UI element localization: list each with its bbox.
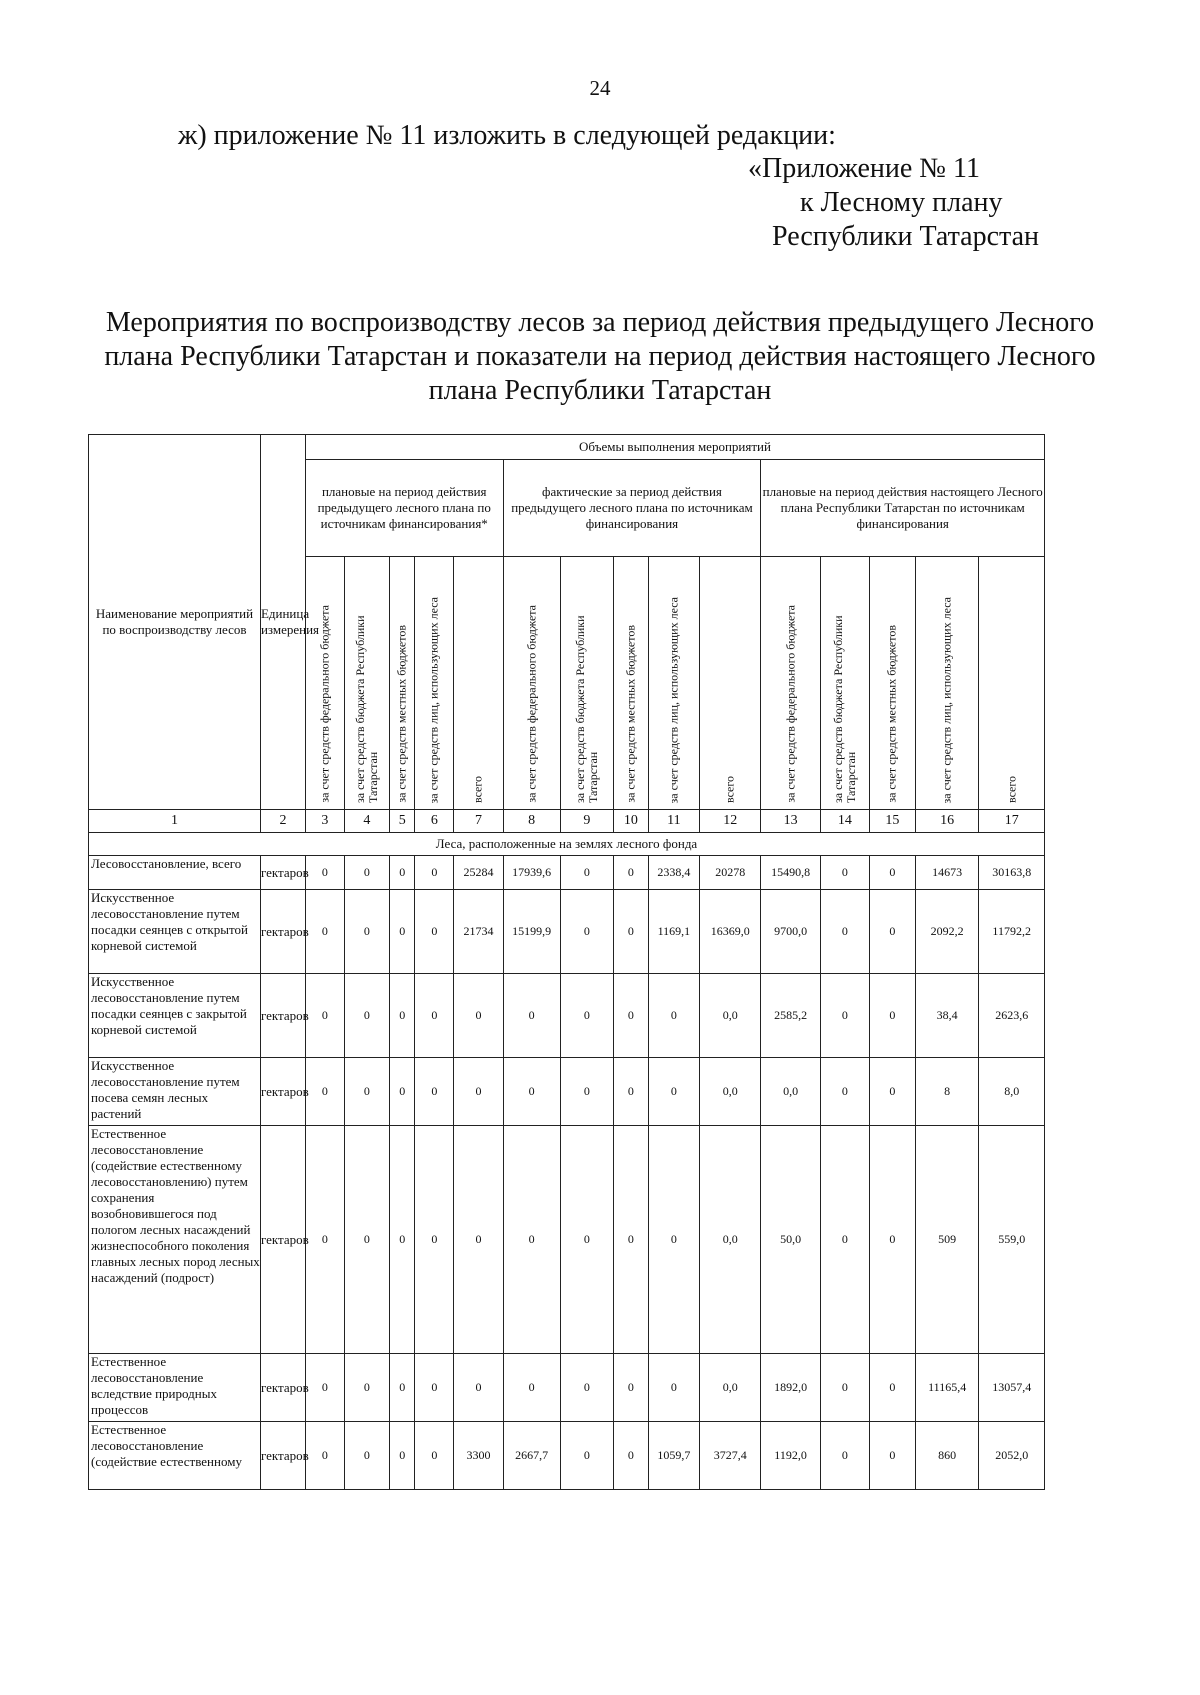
value-cell: 0: [415, 1354, 454, 1422]
value-cell: 21734: [454, 890, 503, 974]
value-cell: 2052,0: [979, 1422, 1045, 1490]
table-row: [89, 1354, 1045, 1422]
value-cell: 0,0: [700, 1058, 761, 1126]
header-volumes: Объемы выполнения мероприятий: [305, 435, 1044, 460]
value-cell: 559,0: [979, 1126, 1045, 1354]
value-cell: 0: [614, 856, 649, 890]
table-row: [89, 856, 1045, 890]
column-number: 8: [503, 810, 560, 833]
value-cell: 15199,9: [503, 890, 560, 974]
column-number: 3: [305, 810, 344, 833]
unit-of-measure: гектаров: [260, 1126, 305, 1354]
sub-header-total: всего: [470, 775, 485, 803]
value-cell: 0: [560, 1126, 613, 1354]
value-cell: 1059,7: [648, 1422, 699, 1490]
value-cell: 0: [648, 1058, 699, 1126]
column-number: 17: [979, 810, 1045, 833]
header-group-planned-current: плановые на период действия настоящего Лесного плана Республики Татарстан по источникам финансирования: [761, 460, 1045, 557]
unit-of-measure: гектаров: [260, 1354, 305, 1422]
value-cell: 0: [560, 1354, 613, 1422]
header-unit: Единица измерения: [260, 435, 305, 810]
activity-name: Искусственное лесовосстановление путем посадки сеянцев с открытой корневой системой: [89, 890, 261, 974]
value-cell: 50,0: [761, 1126, 820, 1354]
value-cell: 0: [415, 890, 454, 974]
value-cell: 0: [344, 890, 389, 974]
value-cell: 0: [454, 1058, 503, 1126]
value-cell: 0: [389, 890, 415, 974]
value-cell: 0: [560, 1058, 613, 1126]
value-cell: 2092,2: [915, 890, 978, 974]
value-cell: 0: [305, 856, 344, 890]
activity-name: Лесовосстановление, всего: [89, 856, 261, 890]
value-cell: 0: [560, 1422, 613, 1490]
value-cell: 11792,2: [979, 890, 1045, 974]
value-cell: 0: [389, 974, 415, 1058]
appendix-line-1: «Приложение № 11: [748, 153, 980, 184]
value-cell: 2623,6: [979, 974, 1045, 1058]
value-cell: 8,0: [979, 1058, 1045, 1126]
header-group-planned-previous: плановые на период действия предыдущего лесного плана по источникам финансирования*: [305, 460, 503, 557]
activity-name: Искусственное лесовосстановление путем посадки сеянцев с закрытой корневой системой: [89, 974, 261, 1058]
value-cell: 0: [614, 1422, 649, 1490]
value-cell: 0: [454, 1126, 503, 1354]
value-cell: 11165,4: [915, 1354, 978, 1422]
value-cell: 9700,0: [761, 890, 820, 974]
value-cell: 0: [614, 974, 649, 1058]
value-cell: 3727,4: [700, 1422, 761, 1490]
value-cell: 0: [503, 974, 560, 1058]
value-cell: 0: [503, 1126, 560, 1354]
value-cell: 0: [415, 1126, 454, 1354]
value-cell: 0: [648, 1126, 699, 1354]
value-cell: 38,4: [915, 974, 978, 1058]
value-cell: 0: [389, 1058, 415, 1126]
column-number: 2: [260, 810, 305, 833]
section-row: [89, 833, 1045, 856]
column-number: 11: [648, 810, 699, 833]
value-cell: 16369,0: [700, 890, 761, 974]
activity-name: Естественное лесовосстановление вследствие природных процессов: [89, 1354, 261, 1422]
sub-header-users: за счет средств лиц, использующих леса: [426, 596, 441, 803]
value-cell: 0: [344, 1354, 389, 1422]
value-cell: 1192,0: [761, 1422, 820, 1490]
value-cell: 0,0: [700, 1126, 761, 1354]
value-cell: 0: [389, 1354, 415, 1422]
value-cell: 0: [820, 1354, 869, 1422]
table-row: [89, 1422, 1045, 1490]
column-number: 1: [89, 810, 261, 833]
unit-of-measure: гектаров: [260, 1058, 305, 1126]
sub-header-federal: за счет средств федерального бюджета: [783, 605, 798, 803]
value-cell: 25284: [454, 856, 503, 890]
column-number: 5: [389, 810, 415, 833]
appendix-reference: [748, 152, 1048, 254]
appendix-line-2: к Лесному плану: [800, 187, 1003, 218]
value-cell: 0: [503, 1058, 560, 1126]
column-number-row: [89, 810, 1045, 833]
value-cell: 509: [915, 1126, 978, 1354]
section-title: Леса, расположенные на землях лесного фонда: [89, 833, 1045, 856]
value-cell: 0: [305, 1126, 344, 1354]
value-cell: 0: [389, 1422, 415, 1490]
value-cell: 0: [344, 1058, 389, 1126]
unit-of-measure: гектаров: [260, 974, 305, 1058]
value-cell: 0: [648, 974, 699, 1058]
value-cell: 0: [415, 974, 454, 1058]
value-cell: 15490,8: [761, 856, 820, 890]
value-cell: 8: [915, 1058, 978, 1126]
value-cell: 0: [614, 1354, 649, 1422]
value-cell: 0: [820, 890, 869, 974]
value-cell: 0: [869, 1354, 915, 1422]
value-cell: 0,0: [761, 1058, 820, 1126]
value-cell: 0: [415, 856, 454, 890]
sub-header-federal: за счет средств федерального бюджета: [317, 605, 332, 803]
value-cell: 0: [614, 1058, 649, 1126]
column-number: 7: [454, 810, 503, 833]
column-number: 16: [915, 810, 978, 833]
value-cell: 1892,0: [761, 1354, 820, 1422]
value-cell: 20278: [700, 856, 761, 890]
value-cell: 0: [415, 1058, 454, 1126]
sub-header-federal: за счет средств федерального бюджета: [524, 605, 539, 803]
value-cell: 0: [454, 1354, 503, 1422]
value-cell: 0: [503, 1354, 560, 1422]
column-number: 10: [614, 810, 649, 833]
value-cell: 0: [820, 1126, 869, 1354]
unit-of-measure: гектаров: [260, 856, 305, 890]
sub-header-republic: за счет средств бюджета Республики Татарстан: [572, 615, 600, 803]
value-cell: 0: [305, 890, 344, 974]
value-cell: 0: [344, 856, 389, 890]
value-cell: 0: [560, 974, 613, 1058]
table-row: [89, 1058, 1045, 1126]
sub-header-local: за счет средств местных бюджетов: [884, 625, 899, 803]
value-cell: 0: [305, 1058, 344, 1126]
value-cell: 0: [389, 1126, 415, 1354]
value-cell: 0: [344, 974, 389, 1058]
activity-name: Естественное лесовосстановление (содействие естественному лесовосстановлению) путем сохранения возобновившегося под пологом лесных насаждений жизнеспособного поколения главных лесных пород лесных насаждений (подрост): [89, 1126, 261, 1354]
value-cell: 3300: [454, 1422, 503, 1490]
table-row: [89, 1126, 1045, 1354]
value-cell: 0: [820, 974, 869, 1058]
sub-header-users: за счет средств лиц, использующих леса: [939, 596, 954, 803]
value-cell: 0: [869, 890, 915, 974]
column-number: 12: [700, 810, 761, 833]
page-number: 24: [589, 76, 611, 100]
value-cell: 17939,6: [503, 856, 560, 890]
column-number: 15: [869, 810, 915, 833]
sub-header-republic: за счет средств бюджета Республики Татарстан: [830, 615, 858, 803]
value-cell: 860: [915, 1422, 978, 1490]
value-cell: 14673: [915, 856, 978, 890]
sub-header-republic: за счет средств бюджета Республики Татарстан: [352, 615, 380, 803]
column-number: 14: [820, 810, 869, 833]
column-number: 6: [415, 810, 454, 833]
value-cell: 0: [820, 1422, 869, 1490]
document-title: Мероприятия по воспроизводству лесов за период действия предыдущего Лесного плана Республики Татарстан и показатели на период действия настоящего Лесного плана Республики Татарстан: [104, 307, 1096, 406]
value-cell: 0: [305, 1422, 344, 1490]
header-name: Наименование мероприятий по воспроизводству лесов: [89, 435, 261, 810]
value-cell: 30163,8: [979, 856, 1045, 890]
header-group-actual-previous: фактические за период действия предыдущего лесного плана по источникам финансирования: [503, 460, 761, 557]
value-cell: 1169,1: [648, 890, 699, 974]
appendix-line-3: Республики Татарстан: [772, 221, 1039, 252]
value-cell: 0: [869, 1058, 915, 1126]
value-cell: 0: [614, 1126, 649, 1354]
reforestation-table: [88, 434, 1045, 1490]
value-cell: 0,0: [700, 1354, 761, 1422]
value-cell: 0: [305, 974, 344, 1058]
value-cell: 2585,2: [761, 974, 820, 1058]
value-cell: 2338,4: [648, 856, 699, 890]
sub-header-total: всего: [1004, 775, 1019, 803]
intro-text: ж) приложение № 11 изложить в следующей редакции:: [178, 120, 836, 151]
value-cell: 0: [415, 1422, 454, 1490]
value-cell: 0,0: [700, 974, 761, 1058]
sub-header-users: за счет средств лиц, использующих леса: [666, 596, 681, 803]
value-cell: 0: [389, 856, 415, 890]
value-cell: 0: [648, 1354, 699, 1422]
activity-name: Естественное лесовосстановление (содействие естественному: [89, 1422, 261, 1490]
sub-header-local: за счет средств местных бюджетов: [394, 625, 409, 803]
value-cell: 0: [560, 856, 613, 890]
value-cell: 0: [820, 1058, 869, 1126]
sub-header-local: за счет средств местных бюджетов: [623, 625, 638, 803]
column-number: 13: [761, 810, 820, 833]
value-cell: 0: [344, 1422, 389, 1490]
value-cell: 0: [869, 1422, 915, 1490]
value-cell: 0: [560, 890, 613, 974]
value-cell: 0: [305, 1354, 344, 1422]
value-cell: 0: [820, 856, 869, 890]
value-cell: 0: [869, 856, 915, 890]
sub-header-total: всего: [722, 775, 737, 803]
value-cell: 13057,4: [979, 1354, 1045, 1422]
column-number: 9: [560, 810, 613, 833]
column-number: 4: [344, 810, 389, 833]
value-cell: 0: [454, 974, 503, 1058]
value-cell: 0: [344, 1126, 389, 1354]
unit-of-measure: гектаров: [260, 890, 305, 974]
value-cell: 0: [869, 974, 915, 1058]
value-cell: 0: [614, 890, 649, 974]
table-row: [89, 890, 1045, 974]
activity-name: Искусственное лесовосстановление путем посева семян лесных растений: [89, 1058, 261, 1126]
unit-of-measure: гектаров: [260, 1422, 305, 1490]
table-row: [89, 974, 1045, 1058]
value-cell: 0: [869, 1126, 915, 1354]
value-cell: 2667,7: [503, 1422, 560, 1490]
